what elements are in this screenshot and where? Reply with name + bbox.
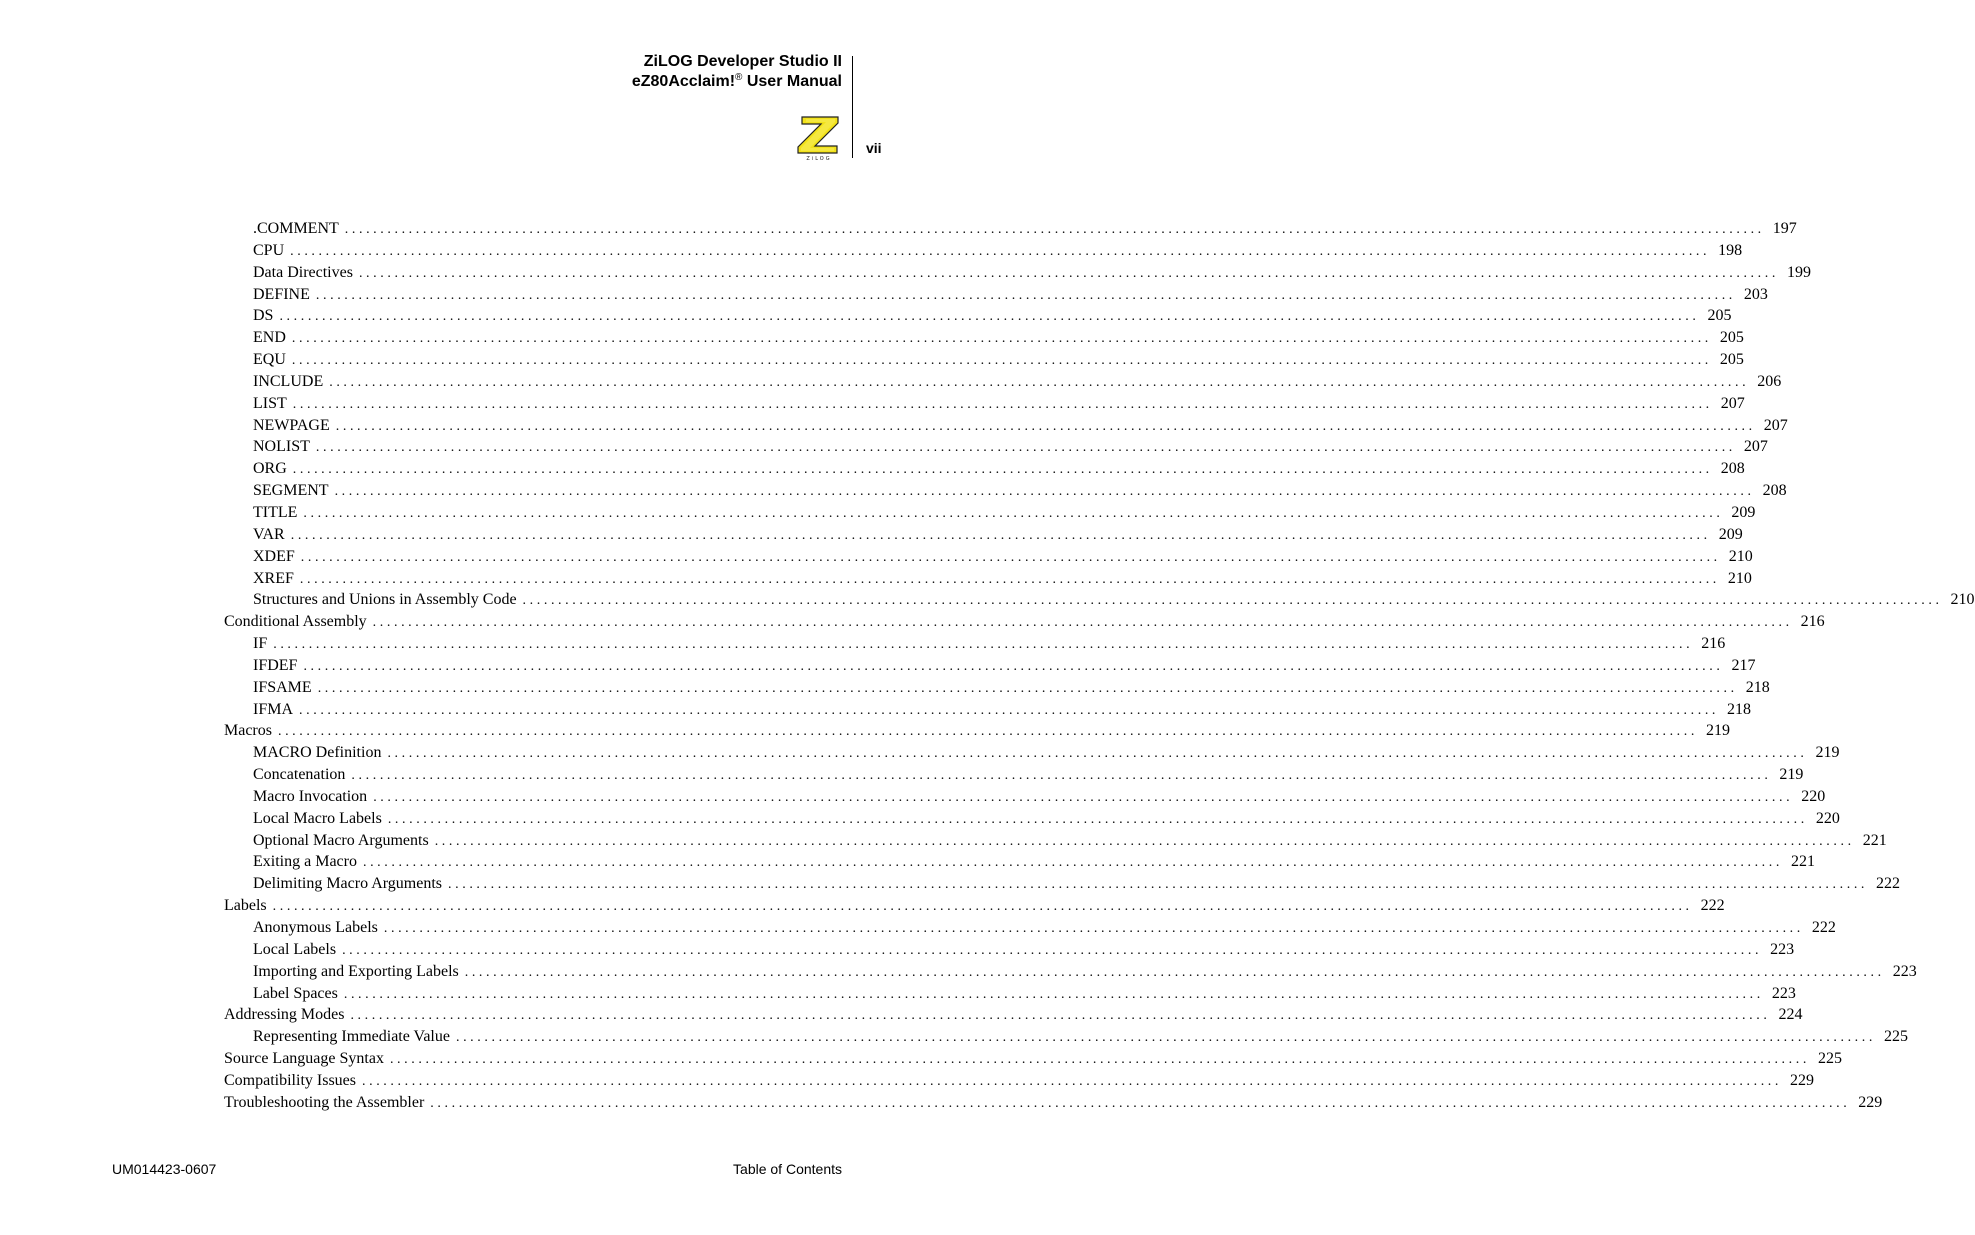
toc-entry[interactable] [224, 305, 1732, 327]
toc-dot-leader: ........................................................................................................................................................................................................ [277, 724, 1698, 740]
toc-dot-leader: ........................................................................................................................................................................................................ [335, 418, 1756, 434]
toc-entry-page: 197 [1772, 220, 1797, 237]
toc-entry-title: VAR [253, 525, 285, 543]
toc-dot-leader: ........................................................................................................................................................................................................ [455, 1030, 1876, 1046]
manual-series-title: ZiLOG Developer Studio II [643, 53, 842, 70]
toc-entry-page: 217 [1731, 656, 1756, 674]
toc-entry-page: 199 [1786, 263, 1811, 281]
toc-dot-leader: ........................................................................................................................................................................................................ [464, 964, 1885, 980]
toc-entry[interactable] [224, 983, 1796, 1005]
toc-dot-leader: ........................................................................................................................................................................................................ [434, 833, 1855, 849]
toc-dot-leader: ........................................................................................................................................................................................................ [342, 942, 1763, 958]
toc-entry[interactable] [224, 742, 1840, 764]
toc-entry-page: 205 [1719, 329, 1744, 347]
toc-dot-leader: ........................................................................................................................................................................................................ [300, 549, 1721, 565]
toc-entry-page: 229 [1790, 1071, 1814, 1089]
toc-entry-page: 225 [1817, 1050, 1842, 1068]
toc-entry-page: 224 [1778, 1006, 1803, 1024]
toc-dot-leader: ........................................................................................................................................................................................................ [303, 505, 1724, 521]
toc-entry[interactable] [224, 1004, 1803, 1026]
toc-entry-page: 216 [1800, 613, 1825, 631]
toc-entry-title: IFSAME [253, 678, 312, 696]
toc-entry[interactable] [224, 677, 1770, 699]
toc-entry[interactable] [224, 611, 1825, 633]
document-id: UM014423-0607 [112, 1161, 217, 1177]
toc-dot-leader: ........................................................................................................................................................................................................ [272, 899, 1693, 915]
toc-dot-leader: ........................................................................................................................................................................................................ [299, 702, 1720, 718]
toc-entry-page: 203 [1743, 285, 1768, 303]
toc-entry-page: 222 [1811, 919, 1836, 936]
toc-entry-title: Local Labels [253, 940, 337, 958]
toc-entry[interactable] [224, 764, 1804, 786]
toc-dot-leader: ........................................................................................................................................................................................................ [362, 1073, 1782, 1089]
header-divider [852, 56, 853, 158]
toc-entry-title: Macros [224, 722, 272, 740]
toc-dot-leader: ........................................................................................................................................................................................................ [343, 986, 1764, 1002]
toc-dot-leader: ........................................................................................................................................................................................................ [522, 593, 1943, 609]
toc-entry-title: DEFINE [253, 285, 310, 303]
toc-entry-title: Data Directives [253, 263, 353, 281]
toc-dot-leader: ........................................................................................................................................................................................................ [303, 658, 1724, 674]
toc-entry-page: 207 [1763, 416, 1788, 434]
toc-dot-leader: ........................................................................................................................................................................................................ [387, 811, 1808, 827]
toc-entry[interactable] [224, 699, 1752, 721]
toc-entry-page: 209 [1731, 503, 1756, 521]
toc-dot-leader: ........................................................................................................................................................................................................ [430, 1095, 1851, 1111]
toc-dot-leader: ........................................................................................................................................................................................................ [279, 309, 1700, 325]
toc-dot-leader: ........................................................................................................................................................................................................ [329, 374, 1750, 390]
toc-entry[interactable] [224, 568, 1752, 590]
toc-entry[interactable] [224, 502, 1756, 524]
toc-entry-title: Optional Macro Arguments [253, 831, 429, 849]
page-footer [112, 1161, 842, 1177]
toc-entry-title: XREF [253, 569, 294, 587]
toc-entry[interactable] [224, 1026, 1908, 1048]
toc-dot-leader: ........................................................................................................................................................................................................ [291, 331, 1712, 347]
toc-entry[interactable] [224, 524, 1743, 546]
toc-entry-title: NEWPAGE [253, 416, 330, 434]
toc-entry-page: 222 [1700, 897, 1725, 915]
toc-entry-title: MACRO Definition [253, 744, 382, 762]
toc-entry-title: Importing and Exporting Labels [253, 962, 459, 980]
toc-entry-title: Label Spaces [253, 984, 338, 1002]
toc-entry[interactable] [224, 349, 1744, 371]
toc-dot-leader: ........................................................................................................................................................................................................ [362, 855, 1783, 871]
toc-entry-title: .COMMENT [253, 220, 339, 237]
toc-dot-leader: ........................................................................................................................................................................................................ [290, 527, 1711, 543]
toc-entry-title: INCLUDE [253, 372, 324, 390]
toc-entry-page: 210 [1950, 591, 1975, 609]
logo-wordmark: ZiLOG [806, 156, 832, 162]
toc-entry[interactable] [224, 633, 1726, 655]
toc-entry-title: Conditional Assembly [224, 613, 367, 631]
toc-entry[interactable] [224, 546, 1753, 568]
toc-dot-leader: ........................................................................................................................................................................................................ [387, 746, 1808, 762]
toc-entry[interactable] [224, 655, 1756, 677]
zilog-logo-icon [795, 113, 843, 161]
toc-entry-title: Concatenation [253, 766, 346, 784]
toc-entry-title: IFDEF [253, 656, 298, 674]
toc-dot-leader: ........................................................................................................................................................................................................ [358, 265, 1779, 281]
manual-product-title: eZ80Acclaim!® User Manual [631, 72, 842, 90]
toc-entry[interactable] [224, 939, 1795, 961]
toc-entry-title: Addressing Modes [224, 1006, 345, 1024]
toc-dot-leader: ........................................................................................................................................................................................................ [373, 789, 1794, 805]
toc-entry-page: 220 [1815, 809, 1840, 827]
toc-entry-title: Macro Invocation [253, 787, 368, 805]
toc-entry-title: Troubleshooting the Assembler [224, 1093, 425, 1111]
toc-entry-page: 205 [1707, 307, 1732, 325]
toc-dot-leader: ........................................................................................................................................................................................................ [334, 484, 1755, 500]
toc-dot-leader: ........................................................................................................................................................................................................ [344, 222, 1765, 237]
toc-entry[interactable] [224, 1070, 1814, 1092]
toc-dot-leader: ........................................................................................................................................................................................................ [383, 921, 1804, 936]
toc-entry-title: Source Language Syntax [224, 1050, 384, 1068]
toc-entry-page: 207 [1720, 394, 1745, 412]
toc-entry-page: 209 [1718, 525, 1743, 543]
toc-entry-page: 219 [1779, 766, 1804, 784]
toc-entry-title: IFMA [253, 700, 294, 718]
toc-entry-page: 207 [1743, 438, 1768, 456]
toc-entry-title: Delimiting Macro Arguments [253, 875, 443, 893]
toc-entry[interactable] [224, 895, 1725, 917]
toc-entry-title: DS [253, 307, 274, 325]
footer-section-title: Table of Contents [733, 1161, 842, 1177]
toc-dot-leader: ........................................................................................................................................................................................................ [291, 353, 1712, 369]
toc-entry-title: XDEF [253, 547, 295, 565]
header-title [632, 52, 842, 92]
toc-entry-title: Anonymous Labels [253, 919, 378, 936]
toc-dot-leader: ........................................................................................................................................................................................................ [448, 877, 1869, 893]
toc-entry[interactable] [224, 851, 1815, 873]
toc-entry[interactable] [224, 589, 1975, 611]
toc-entry[interactable] [224, 917, 1836, 939]
toc-entry[interactable] [224, 393, 1745, 415]
toc-entry[interactable] [224, 808, 1840, 830]
toc-entry-page: 210 [1727, 569, 1752, 587]
toc-dot-leader: ........................................................................................................................................................................................................ [290, 243, 1711, 259]
toc-entry-page: 210 [1728, 547, 1753, 565]
toc-entry-page: 220 [1801, 787, 1826, 805]
toc-entry[interactable] [224, 786, 1826, 808]
toc-dot-leader: ........................................................................................................................................................................................................ [350, 1008, 1771, 1024]
toc-entry-page: 198 [1718, 241, 1743, 259]
toc-entry-page: 222 [1876, 875, 1901, 893]
toc-entry-title: EQU [253, 351, 286, 369]
toc-entry-title: END [253, 329, 286, 347]
toc-entry[interactable] [224, 1048, 1842, 1070]
toc-entry-title: Local Macro Labels [253, 809, 382, 827]
toc-entry-page: 206 [1757, 372, 1782, 390]
toc-entry-page: 225 [1883, 1028, 1908, 1046]
toc-entry[interactable] [224, 480, 1787, 502]
toc-entry[interactable] [224, 830, 1887, 852]
toc-entry-title: CPU [253, 241, 285, 259]
toc-entry-title: IF [253, 635, 268, 653]
toc-entry[interactable] [224, 284, 1768, 306]
toc-dot-leader: ........................................................................................................................................................................................................ [315, 287, 1736, 303]
toc-entry[interactable] [224, 327, 1744, 349]
toc-entry-page: 219 [1705, 722, 1730, 740]
toc-entry[interactable] [224, 240, 1743, 262]
toc-entry[interactable] [224, 458, 1745, 480]
page-number: vii [866, 140, 882, 156]
toc-entry-page: 216 [1701, 635, 1726, 653]
toc-entry-title: Representing Immediate Value [253, 1028, 450, 1046]
toc-entry[interactable] [224, 873, 1901, 895]
toc-entry-title: Structures and Unions in Assembly Code [253, 591, 517, 609]
toc-entry-page: 208 [1720, 460, 1745, 478]
toc-dot-leader: ........................................................................................................................................................................................................ [372, 615, 1793, 631]
toc-entry[interactable] [224, 436, 1768, 458]
toc-entry-page: 208 [1762, 482, 1787, 500]
toc-entry-title: Exiting a Macro [253, 853, 357, 871]
toc-entry-title: NOLIST [253, 438, 310, 456]
toc-entry-page: 218 [1745, 678, 1770, 696]
toc-entry-title: LIST [253, 394, 287, 412]
toc-entry-title: SEGMENT [253, 482, 329, 500]
toc-entry[interactable] [224, 415, 1788, 437]
toc-dot-leader: ........................................................................................................................................................................................................ [299, 571, 1720, 587]
toc-entry[interactable] [224, 720, 1730, 742]
table-of-contents [224, 218, 1975, 1114]
toc-entry-page: 223 [1770, 940, 1795, 958]
toc-entry-title: Labels [224, 897, 267, 915]
toc-entry[interactable] [224, 262, 1811, 284]
toc-entry-page: 223 [1771, 984, 1796, 1002]
toc-entry-page: 219 [1815, 744, 1840, 762]
toc-entry-page: 229 [1858, 1093, 1883, 1111]
toc-dot-leader: ........................................................................................................................................................................................................ [351, 768, 1772, 784]
toc-entry-title: Compatibility Issues [224, 1071, 356, 1089]
toc-dot-leader: ........................................................................................................................................................................................................ [292, 462, 1713, 478]
toc-entry[interactable] [224, 961, 1917, 983]
toc-dot-leader: ........................................................................................................................................................................................................ [317, 680, 1738, 696]
toc-dot-leader: ........................................................................................................................................................................................................ [292, 396, 1713, 412]
toc-dot-leader: ........................................................................................................................................................................................................ [389, 1052, 1810, 1068]
toc-entry[interactable] [224, 371, 1782, 393]
toc-dot-leader: ........................................................................................................................................................................................................ [273, 637, 1694, 653]
toc-entry-title: TITLE [253, 503, 298, 521]
toc-entry-page: 218 [1727, 700, 1752, 718]
toc-dot-leader: ........................................................................................................................................................................................................ [315, 440, 1736, 456]
toc-entry-page: 205 [1719, 351, 1744, 369]
toc-entry-page: 221 [1790, 853, 1815, 871]
toc-entry-title: ORG [253, 460, 287, 478]
toc-entry-page: 223 [1892, 962, 1917, 980]
toc-entry[interactable] [224, 218, 1797, 240]
toc-entry[interactable] [224, 1092, 1883, 1114]
toc-entry-page: 221 [1862, 831, 1887, 849]
